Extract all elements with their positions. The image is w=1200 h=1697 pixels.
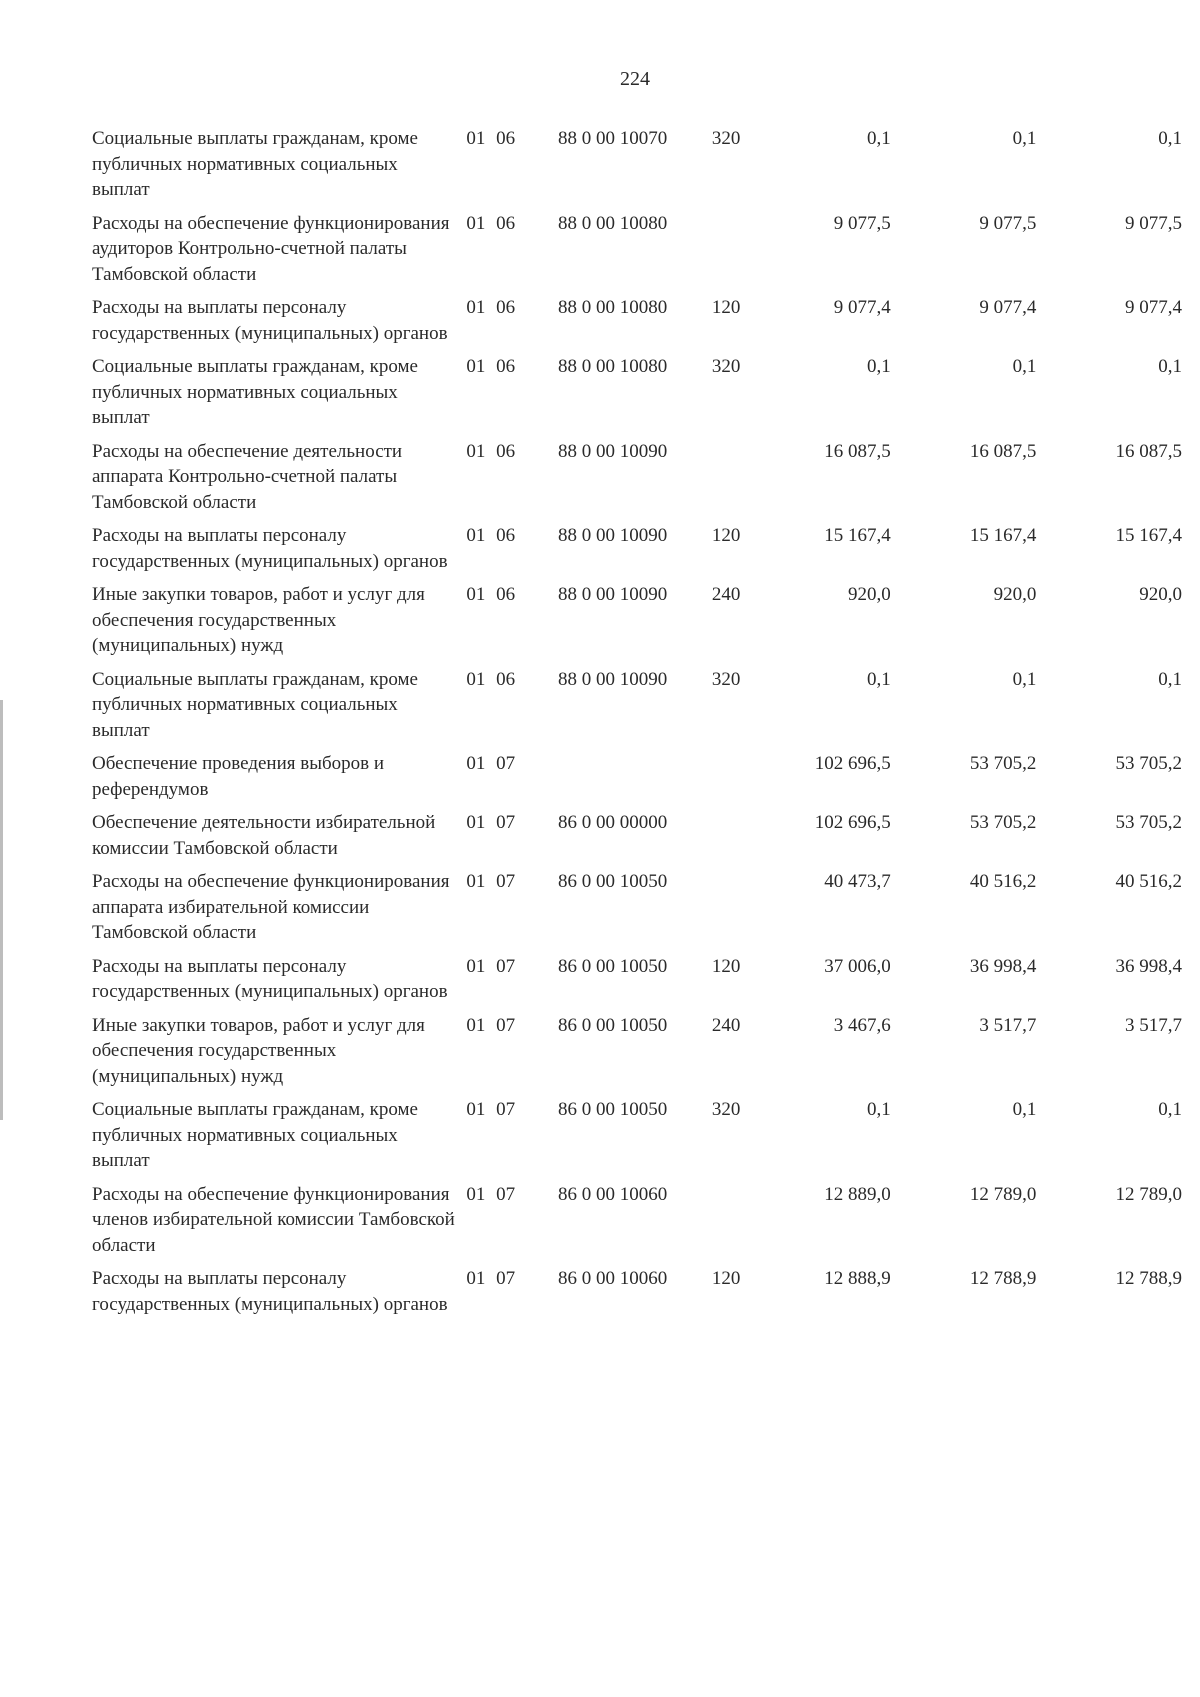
expense-type-code: 320 [711, 128, 741, 149]
section-code [466, 582, 558, 667]
table-row [92, 523, 1182, 582]
podrazdel-code: 07 [496, 1183, 516, 1205]
section-code [466, 1182, 558, 1267]
amount-year-3: 12 788,9 [1115, 1268, 1182, 1289]
amount-year-3: 36 998,4 [1115, 955, 1182, 977]
expense-name: Расходы на выплаты персоналу государственных (муниципальных) органов [92, 955, 448, 1002]
expense-type-code: 320 [711, 668, 741, 690]
target-article-code: 86 0 00 10050 [557, 955, 668, 977]
expense-type-code [712, 869, 787, 954]
expense-name: Расходы на обеспечение деятельности аппарата Контрольно-счетной палаты Тамбовской области [92, 440, 403, 513]
section-code [466, 126, 558, 211]
amount-year-1: 102 696,5 [814, 812, 891, 833]
section-code [466, 667, 558, 752]
expense-name: Расходы на выплаты персоналу государственных (муниципальных) органов [92, 525, 448, 572]
podrazdel-code: 06 [496, 584, 516, 605]
section-code [466, 295, 558, 354]
amount-year-3: 920,0 [1139, 584, 1182, 605]
amount-year-1: 15 167,4 [824, 525, 891, 546]
target-article-code: 86 0 00 10060 [557, 1183, 668, 1205]
target-article-code: 86 0 00 10050 [557, 871, 668, 892]
amount-year-2: 9 077,5 [979, 212, 1037, 234]
amount-year-2: 12 788,9 [969, 1268, 1037, 1289]
target-article-code: 86 0 00 00000 [557, 812, 668, 833]
razdel-code: 01 [466, 1014, 486, 1036]
section-code [466, 523, 558, 582]
target-article-code: 86 0 00 10060 [557, 1268, 668, 1289]
section-code [466, 810, 558, 869]
podrazdel-code: 07 [496, 955, 516, 977]
expense-type-code [712, 439, 787, 524]
razdel-code: 01 [466, 1099, 486, 1120]
section-code [466, 869, 558, 954]
table-row [92, 582, 1182, 667]
expense-type-code: 120 [711, 525, 741, 546]
target-article-code: 86 0 00 10050 [557, 1099, 668, 1120]
amount-year-1: 102 696,5 [814, 753, 891, 774]
target-article-code: 88 0 00 10090 [557, 668, 668, 690]
amount-year-2: 0,1 [1012, 668, 1037, 690]
amount-year-2: 36 998,4 [969, 955, 1037, 977]
table-row [92, 1266, 1182, 1325]
amount-year-1: 0,1 [866, 356, 891, 377]
podrazdel-code: 06 [496, 440, 516, 462]
expense-type-code: 120 [711, 1268, 741, 1289]
section-code [466, 211, 558, 296]
section-code [466, 439, 558, 524]
podrazdel-code: 06 [496, 668, 516, 690]
expense-name: Расходы на обеспечение функционирования членов избирательной комиссии Тамбовской области [92, 1183, 455, 1256]
amount-year-3: 9 077,5 [1125, 212, 1182, 234]
podrazdel-code: 07 [496, 753, 516, 774]
amount-year-1: 9 077,4 [833, 297, 891, 318]
amount-year-2: 15 167,4 [969, 525, 1037, 546]
amount-year-1: 12 889,0 [824, 1183, 891, 1205]
amount-year-1: 40 473,7 [824, 871, 891, 892]
section-code [466, 954, 558, 1013]
razdel-code: 01 [466, 1183, 486, 1205]
amount-year-1: 37 006,0 [824, 955, 891, 977]
expense-type-code [712, 751, 787, 810]
podrazdel-code: 07 [496, 1268, 516, 1289]
amount-year-3: 3 517,7 [1125, 1014, 1182, 1036]
expense-name: Расходы на обеспечение функционирования аудиторов Контрольно-счетной палаты Тамбовской области [92, 212, 450, 285]
expense-name: Обеспечение проведения выборов и референдумов [92, 753, 385, 800]
podrazdel-code: 06 [496, 212, 516, 234]
amount-year-1: 3 467,6 [833, 1014, 891, 1036]
amount-year-3: 0,1 [1158, 1099, 1182, 1120]
scan-edge-mark [0, 700, 3, 1120]
podrazdel-code: 06 [496, 128, 516, 149]
expense-name: Социальные выплаты гражданам, кроме публичных нормативных социальных выплат [92, 356, 418, 428]
amount-year-2: 920,0 [993, 584, 1037, 605]
expense-type-code [712, 810, 787, 869]
podrazdel-code: 06 [496, 356, 516, 377]
target-article-code: 88 0 00 10080 [557, 212, 668, 234]
table-row [92, 869, 1182, 954]
expense-type-code: 320 [711, 356, 741, 377]
razdel-code: 01 [466, 1268, 486, 1289]
amount-year-3: 53 705,2 [1115, 753, 1182, 774]
amount-year-1: 0,1 [866, 668, 891, 690]
amount-year-3: 40 516,2 [1115, 871, 1182, 892]
section-code [466, 1097, 558, 1182]
amount-year-3: 53 705,2 [1115, 812, 1182, 833]
table-row [92, 126, 1182, 211]
budget-table-body [92, 126, 1182, 1325]
podrazdel-code: 07 [496, 1014, 516, 1036]
razdel-code: 01 [466, 128, 486, 149]
target-article-code: 88 0 00 10080 [557, 356, 668, 377]
amount-year-3: 15 167,4 [1115, 525, 1182, 546]
expense-type-code: 320 [711, 1099, 741, 1120]
expense-name: Обеспечение деятельности избирательной комиссии Тамбовской области [92, 812, 436, 859]
expense-type-code: 120 [711, 955, 741, 977]
razdel-code: 01 [466, 297, 486, 318]
section-code [466, 354, 558, 439]
amount-year-2: 9 077,4 [979, 297, 1037, 318]
expense-name: Расходы на выплаты персоналу государственных (муниципальных) органов [92, 1268, 448, 1315]
expense-type-code: 120 [711, 297, 741, 318]
razdel-code: 01 [466, 812, 486, 833]
amount-year-3: 0,1 [1158, 128, 1182, 149]
podrazdel-code: 06 [496, 297, 516, 318]
target-article-code: 88 0 00 10080 [557, 297, 668, 318]
table-row [92, 1097, 1182, 1182]
amount-year-2: 0,1 [1012, 356, 1037, 377]
section-code [466, 1266, 558, 1325]
expense-type-code: 240 [711, 1014, 741, 1036]
expense-name: Социальные выплаты гражданам, кроме публичных нормативных социальных выплат [92, 128, 418, 200]
target-article-code: 88 0 00 10090 [557, 584, 668, 605]
target-article-code: 88 0 00 10090 [557, 525, 668, 546]
table-row [92, 439, 1182, 524]
razdel-code: 01 [466, 871, 486, 892]
table-row [92, 354, 1182, 439]
expense-name: Расходы на обеспечение функционирования аппарата избирательной комиссии Тамбовской области [92, 871, 450, 943]
budget-table [92, 126, 1182, 1325]
razdel-code: 01 [466, 955, 486, 977]
amount-year-2: 53 705,2 [969, 753, 1037, 774]
razdel-code: 01 [466, 356, 486, 377]
table-row [92, 1182, 1182, 1267]
amount-year-2: 53 705,2 [969, 812, 1037, 833]
podrazdel-code: 07 [496, 1099, 516, 1120]
razdel-code: 01 [466, 668, 486, 690]
amount-year-1: 9 077,5 [833, 212, 891, 234]
amount-year-3: 0,1 [1158, 356, 1182, 377]
expense-name: Расходы на выплаты персоналу государственных (муниципальных) органов [92, 297, 448, 344]
amount-year-3: 12 789,0 [1115, 1183, 1182, 1205]
amount-year-2: 40 516,2 [969, 871, 1037, 892]
amount-year-2: 3 517,7 [979, 1014, 1037, 1036]
page-number: 224 [620, 68, 650, 90]
amount-year-1: 16 087,5 [824, 440, 891, 462]
target-article-code: 88 0 00 10090 [557, 440, 668, 462]
amount-year-3: 16 087,5 [1115, 440, 1182, 462]
amount-year-2: 0,1 [1012, 1099, 1037, 1120]
table-row [92, 295, 1182, 354]
table-row [92, 751, 1182, 810]
expense-type-code [712, 211, 787, 296]
expense-type-code [712, 1182, 787, 1267]
expense-name: Иные закупки товаров, работ и услуг для обеспечения государственных (муниципальных) нужд [92, 584, 425, 656]
razdel-code: 01 [466, 212, 486, 234]
amount-year-2: 0,1 [1012, 128, 1037, 149]
podrazdel-code: 07 [496, 812, 516, 833]
expense-type-code: 240 [711, 584, 741, 605]
target-article-code: 86 0 00 10050 [557, 1014, 668, 1036]
amount-year-3: 9 077,4 [1125, 297, 1182, 318]
amount-year-1: 920,0 [847, 584, 891, 605]
expense-name: Иные закупки товаров, работ и услуг для обеспечения государственных (муниципальных) нужд [92, 1014, 425, 1087]
amount-year-1: 0,1 [866, 128, 891, 149]
razdel-code: 01 [466, 753, 486, 774]
section-code [466, 1013, 558, 1098]
amount-year-1: 12 888,9 [824, 1268, 891, 1289]
table-row [92, 810, 1182, 869]
podrazdel-code: 07 [496, 871, 516, 892]
table-row [92, 211, 1182, 296]
amount-year-1: 0,1 [866, 1099, 891, 1120]
table-row [92, 954, 1182, 1013]
table-row [92, 1013, 1182, 1098]
target-article-code [558, 751, 712, 810]
amount-year-2: 12 789,0 [969, 1183, 1037, 1205]
razdel-code: 01 [466, 525, 486, 546]
amount-year-3: 0,1 [1158, 668, 1182, 690]
razdel-code: 01 [466, 584, 486, 605]
expense-name: Социальные выплаты гражданам, кроме публичных нормативных социальных выплат [92, 1099, 418, 1171]
amount-year-2: 16 087,5 [969, 440, 1037, 462]
section-code [466, 751, 558, 810]
target-article-code: 88 0 00 10070 [557, 128, 668, 149]
razdel-code: 01 [466, 440, 486, 462]
expense-name: Социальные выплаты гражданам, кроме публичных нормативных социальных выплат [92, 668, 418, 741]
table-row [92, 667, 1182, 752]
podrazdel-code: 06 [496, 525, 516, 546]
